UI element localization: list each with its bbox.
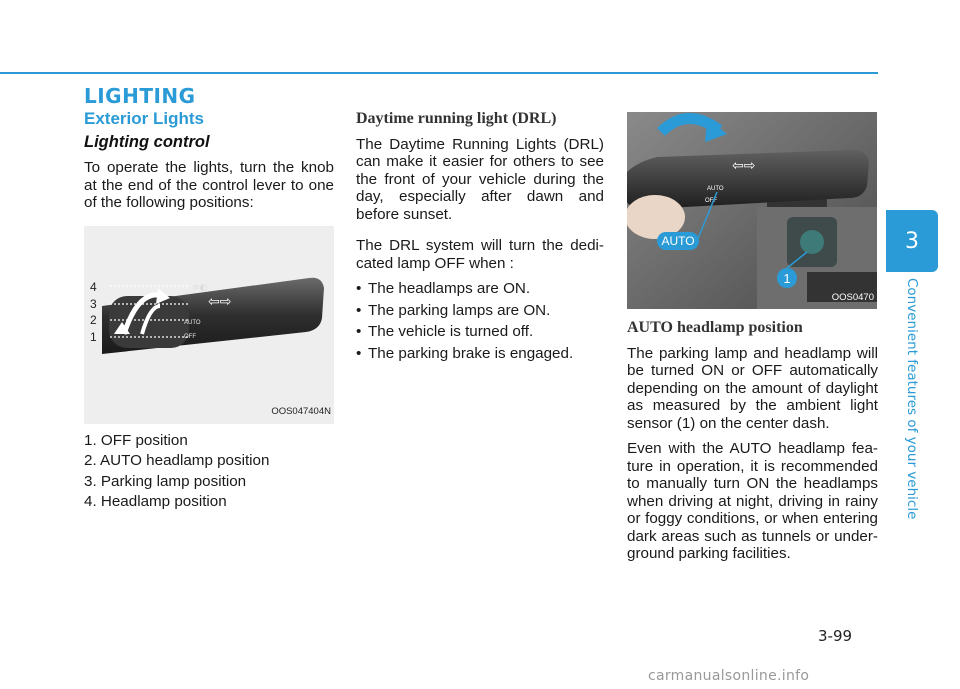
position-item: 4. Headlamp position	[84, 493, 227, 510]
auto-sensor-illustration	[627, 112, 877, 309]
lighting-control-heading: Lighting control	[84, 132, 210, 151]
ambient-light-sensor	[800, 230, 824, 254]
column-1	[84, 110, 334, 514]
position-label-2: 2	[90, 312, 97, 327]
position-item: 1. OFF position	[84, 431, 188, 449]
column-3	[627, 112, 878, 571]
auto-paragraph-1: The parking lamp and headlamp will be turned ON or OFF automatically depending on the amount of daylight as measured by the ambient light sensor (1) on the center dash.	[627, 344, 878, 432]
position-item: 2. AUTO headlamp position	[84, 452, 270, 469]
auto-sensor-figure	[627, 112, 877, 309]
position-label-4: 4	[90, 279, 97, 294]
top-rule	[0, 72, 878, 74]
lever-knob	[109, 296, 189, 348]
drl-heading: Daytime running light (DRL)	[356, 110, 557, 127]
turn-signal-icon: ⇦⇨	[732, 158, 756, 174]
lever-figure-caption: OOS047404N	[271, 406, 331, 417]
chapter-label: Convenient features of your vehicle	[904, 278, 920, 520]
list-item: • The parking lamps are ON.	[356, 302, 604, 320]
headlamp-icon: ≡◐	[192, 282, 208, 293]
list-item: • The parking brake is engaged.	[356, 345, 604, 363]
auto-mark: AUTO	[707, 186, 724, 192]
watermark: carmanualsonline.info	[648, 668, 810, 684]
position-item: 3. Parking lamp position	[84, 472, 247, 490]
page-number: 3-99	[818, 627, 853, 645]
auto-headlamp-heading: AUTO headlamp position	[627, 319, 803, 336]
lever-illustration	[84, 226, 334, 424]
drl-paragraph-2: The DRL system will turn the dedi-cated lamp OFF when :	[356, 237, 604, 272]
exterior-lights-heading: Exterior Lights	[84, 109, 204, 128]
column-2	[356, 110, 604, 366]
lighting-control-intro: To operate the lights, turn the knob at the end of the control lever to one of the following positions:	[84, 159, 334, 211]
off-mark: OFF	[184, 333, 196, 340]
drl-bullet-list	[356, 280, 604, 362]
auto-figure-caption: OOS0470	[831, 291, 874, 303]
list-item: • The headlamps are ON.	[356, 280, 604, 298]
section-title: LIGHTING	[84, 84, 196, 108]
auto-badge-label: AUTO	[661, 234, 695, 248]
auto-paragraph-2: Even with the AUTO headlamp fea-ture in operation, it is recommended to manually turn ON the headlamps when driving at night, driving in rainy or foggy conditions, or when entering dark areas such as tunnels or under-ground parking facilities.	[627, 440, 878, 562]
position-list	[84, 432, 334, 511]
chapter-tab: 3	[886, 210, 938, 272]
turn-signal-icon: ⇦⇨	[208, 293, 232, 310]
lever-figure	[84, 226, 334, 424]
off-mark: OFF	[705, 198, 717, 204]
position-label-3: 3	[90, 296, 97, 311]
drl-paragraph-1: The Daytime Running Lights (DRL) can make it easier for others to see the front of your vehicle during the day, especially after dawn and before sunset.	[356, 135, 604, 223]
position-label-1: 1	[90, 329, 97, 344]
auto-mark: AUTO	[184, 319, 201, 326]
list-item: • The vehicle is turned off.	[356, 323, 604, 341]
callout-number: 1	[783, 271, 791, 286]
